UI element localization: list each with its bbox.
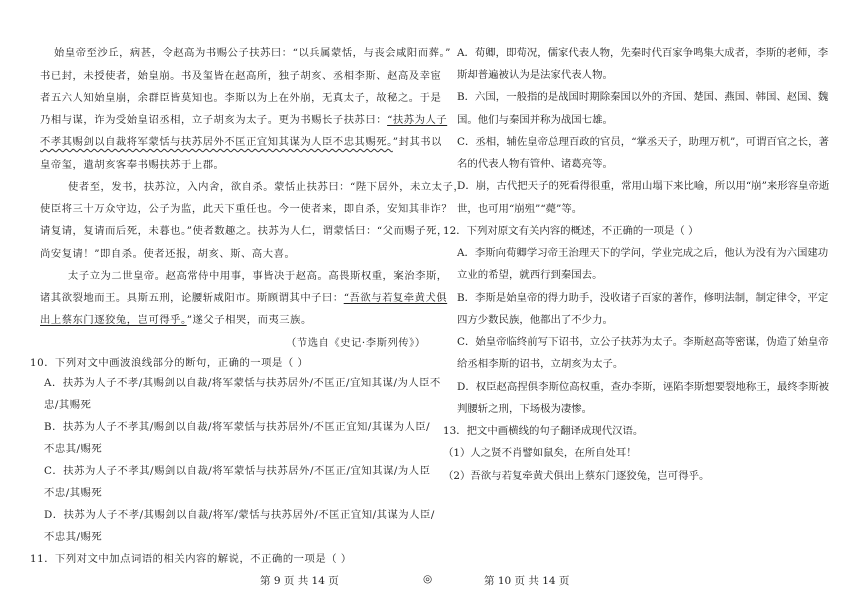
q12-option-b: B．李斯是始皇帝的得力助手，没收诸子百家的著作，修明法制，制定律令，平定 [457,292,829,304]
passage-text: ”遂父子相哭，而夷三族。 [186,314,312,326]
passage-line: 尚安复请！”即自杀。使者还报，胡亥、斯、高大喜。 [40,248,296,260]
passage-line: 使臣将三十万众守边，公子为监，此天下重任也。今一使者来，即自杀，安知其非诈？ [40,203,453,215]
question-10-stem: 10．下列对文中画波浪线部分的断句，正确的一项是（ ） [30,357,309,369]
q12-option-d: 判腰斩之刑，下场极为凄惨。 [457,403,593,415]
q12-option-a: A．李斯向荀卿学习帝王治理天下的学问，学业完成之后，他认为没有为六国建功 [457,247,829,259]
passage-line: 太子立为二世皇帝。赵高常侍中用事，事皆决于赵高。高畏斯权重，案治李斯， [68,270,448,282]
q12-option-a: 立业的希望，就西行到秦国去。 [457,269,603,281]
wavy-underlined-sentence: 不孝其赐剑以自裁将军蒙恬与扶苏居外不匡正宜知其谋为人臣不忠其赐死。 [40,136,393,148]
passage-line: 始皇帝至沙丘，病甚，令赵高为书赐公子扶苏曰：“以兵属蒙恬，与丧会咸阳而葬。” [54,47,451,59]
q10-option-c: 不忠/其赐死 [44,487,103,499]
q13-item-2: （2）吾欲与若复牵黄犬俱出上蔡东门逐狡兔，岂可得乎。 [443,470,710,482]
q13-item-1: （1）人之贤不肖譬如鼠矣，在所自处耳！ [443,447,637,459]
passage-line [40,135,442,149]
q11-option-a: 斯却普遍被认为是法家代表人物。 [457,69,613,81]
q12-option-d: D．权臣赵高捏俱李斯位高权重，查办李斯，诬陷李斯想要裂地称王，最终李斯被 [457,381,829,393]
question-13-stem: 13．把文中画横线的句子翻译成现代汉语。 [443,425,644,437]
q11-option-d: D．崩，古代把天子的死看得很重，常用山塌下来比喻，所以用“崩”来形容皇帝逝 [457,180,830,192]
q12-option-c: C．始皇帝临终前写下诏书，立公子扶苏为太子。李斯赵高等密谋，伪造了始皇帝 [457,336,829,348]
q12-option-b: 四方少数民族，他都出了不少力。 [457,314,613,326]
underlined-sentence: “扶苏为人子 [387,114,448,126]
underlined-sentence: “吾欲与若复牵黄犬俱 [343,292,448,304]
passage-line: 者五六人知始皇崩，余群臣皆莫知也。李斯以为上在外崩，无真太子，故秘之。于是 [40,92,442,104]
passage-line: 使者至，发书，扶苏泣，入内舍，欲自杀。蒙恬止扶苏曰：“陛下居外，未立太子， [68,181,465,193]
q10-option-d: D．扶苏为人子不孝/其赐剑以自裁/将军/蒙恬与扶苏居外/不匡正宜知/其谋为人臣/ [44,509,435,521]
q11-option-c: 名的代表人物有管仲、诸葛亮等。 [457,158,613,170]
q10-option-b: B．扶苏为人子不孝其/赐剑以自裁/将军蒙恬与扶苏居外/不匡正宜知/其谋为人臣/ [44,421,431,433]
passage-text: 诸其欲裂地而王。具斯五刑，论腰斩咸阳市。斯顾谓其中子曰： [40,292,344,304]
q11-option-a: A．荀卿，即荀况，儒家代表人物，先秦时代百家争鸣集大成者，李斯的老师，李 [457,47,829,59]
q11-option-d: 世，也可用“崩殂”“薨”等。 [457,203,583,215]
question-11-stem: 11．下列对文中加点词语的相关内容的解说，不正确的一项是（ ） [30,553,352,565]
source-citation: （节选自《史记·李斯列传》） [286,337,426,349]
passage-line: 书已封，未授使者，始皇崩。书及玺皆在赵高所，独子胡亥、丞相李斯、赵高及幸宦 [40,70,442,82]
q10-option-c: C．扶苏为人子不孝其/赐剑以自裁/将军蒙恬与扶苏居外/不匡正/宜知其谋/为人臣 [44,465,431,477]
page-number-right: 第 10 页 共 14 页 [484,575,570,587]
passage-line [40,113,447,127]
passage-text: ”封其书以 [392,136,442,148]
passage-text: 乃相与谋，诈为受始皇诏丞相，立子胡亥为太子。更为书赐长子扶苏曰： [40,114,388,126]
q10-option-d: 不忠其/赐死 [44,531,103,543]
q10-option-b: 不忠其/赐死 [44,443,103,455]
underlined-sentence: 出上蔡东门逐狡兔，岂可得乎。 [40,314,187,326]
passage-line: 请复请，复请而后死，未暮也。”使者数趣之。扶苏为人仁，谓蒙恬曰：“父而赐子死， [40,225,448,237]
passage-line [40,291,447,305]
q12-option-c: 给丞相李斯的诏书，立胡亥为太子。 [457,358,624,370]
page-separator-icon: ◎ [423,573,433,585]
q11-option-b: 国。他们与秦国并称为战国七雄。 [457,114,613,126]
passage-line: 皇帝玺，遣胡亥客奉书赐扶苏于上郡。 [40,159,225,171]
passage-line [40,313,312,327]
q11-option-c: C．丞相，辅佐皇帝总理百政的官员，“掌丞天子，助理万机”，可谓百官之长，著 [457,136,829,148]
q10-option-a: 忠/其赐死 [44,399,92,411]
page-number-left: 第 9 页 共 14 页 [260,575,339,587]
q11-option-b: B．六国，一般指的是战国时期除秦国以外的齐国、楚国、燕国、韩国、赵国、魏 [457,91,829,103]
q10-option-a: A．扶苏为人子不孝/其赐剑以自裁/将军蒙恬与扶苏居外/不匡正/宜知其谋/为人臣不 [44,377,441,389]
question-12-stem: 12．下列对原文有关内容的概述，不正确的一项是（ ） [443,225,699,237]
